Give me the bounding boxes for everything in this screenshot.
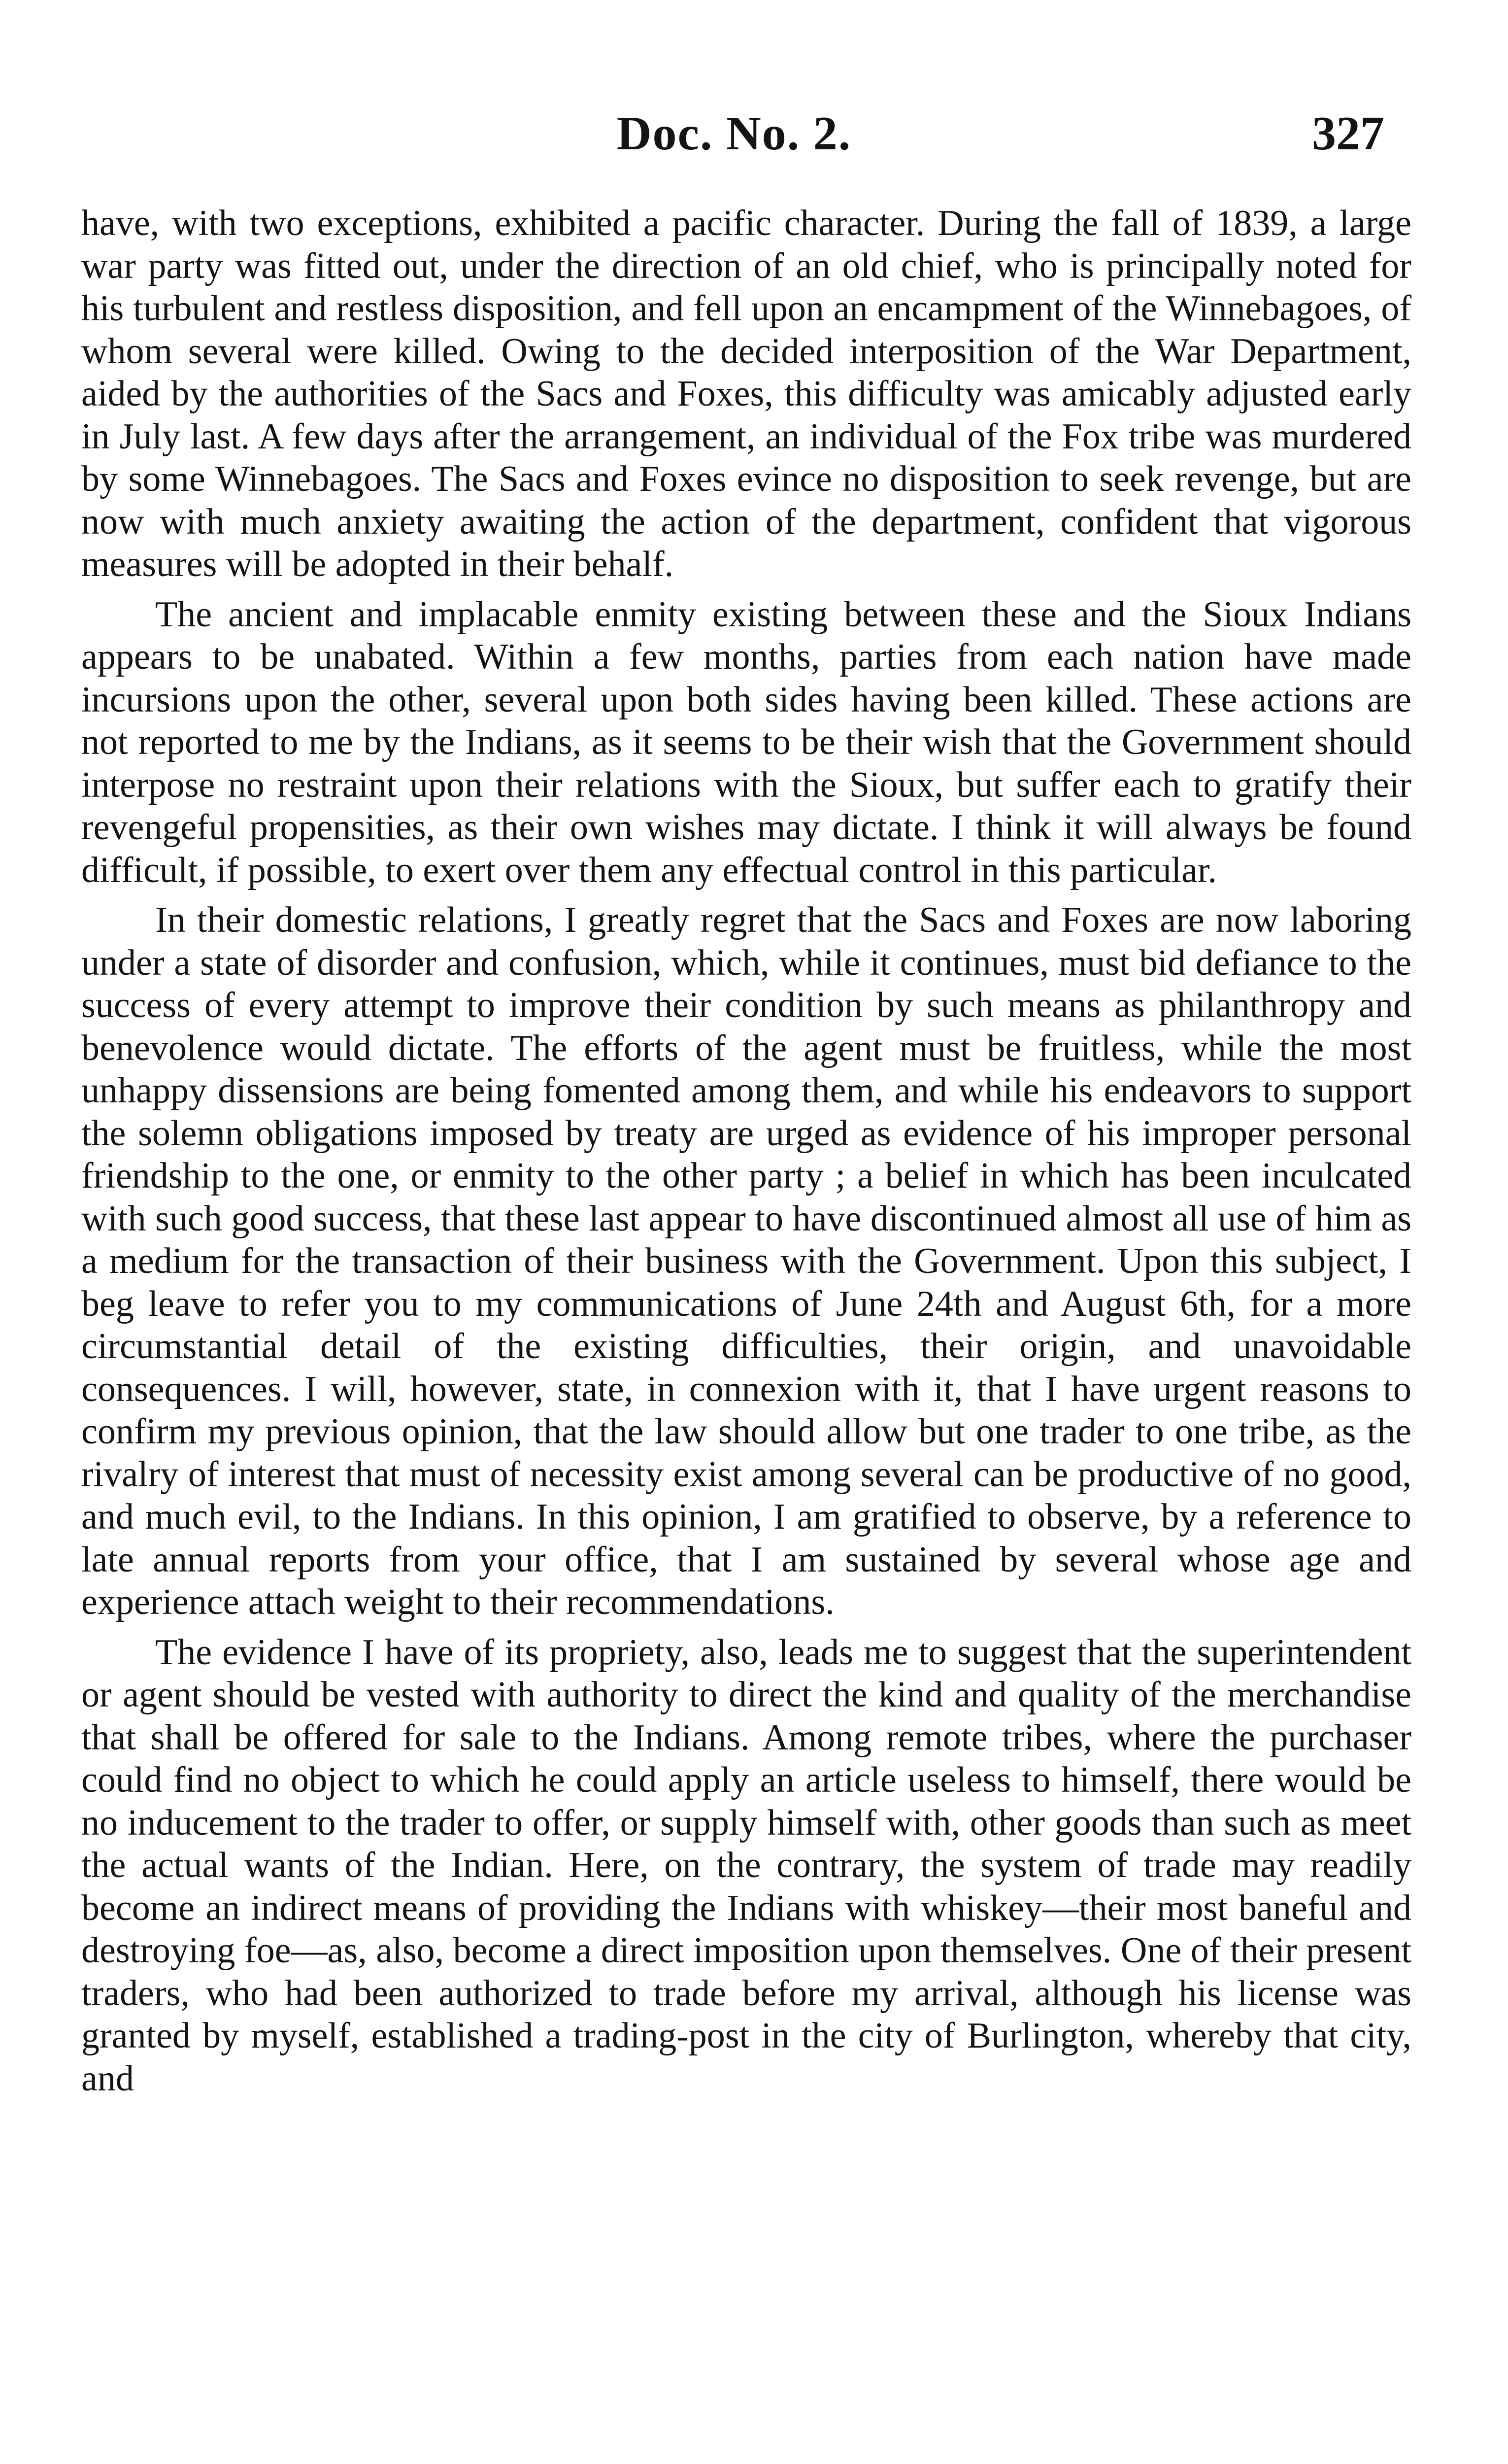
page-number: 327 — [1312, 107, 1384, 160]
paragraph-continuation: have, with two exceptions, exhibited a pacific character. During the fall of 1839, a large war party was fitted out, under the direction of an old chief, who is principally noted for his turbulent and restless disposition, and fell upon an encampment of the Winnebagoes, of whom several were killed. Owing to the decided interposition of the War Department, aided by the authorities of the Sacs and Foxes, this difficulty was amicably adjusted early in July last. A few days after the arrangement, an individual of the Fox tribe was murdered by some Winnebagoes. The Sacs and Foxes evince no disposition to seek revenge, but are now with much anxiety awaiting the action of the department, confident that vigorous measures will be adopted in their behalf. — [81, 203, 1411, 584]
paragraph-domestic-relations: In their domestic relations, I greatly regret that the Sacs and Foxes are now laboring under a state of disorder and confusion, which, while it continues, must bid defiance to the success of every attempt to improve their condition by such means as philanthropy and benevolence would dictate. The efforts of the agent must be fruitless, while the most unhappy dissensions are being fomented among them, and while his endeavors to support the solemn obligations imposed by treaty are urged as evidence of his improper personal friendship to the one, or enmity to the other party ; a belief in which has been inculcated with such good success, that these last appear to have discontinued almost all use of him as a medium for the transaction of their business with the Government. Upon this subject, I beg leave to refer you to my communications of June 24th and August 6th, for a more circumstantial detail of the existing difficulties, their origin, and unavoidable consequences. I will, however, state, in connexion with it, that I have urgent reasons to confirm my previous opinion, that the law should allow but one trader to one tribe, as the rivalry of interest that must of necessity exist among several can be productive of no good, and much evil, to the Indians. In this opinion, I am gratified to observe, by a reference to late annual reports from your office, that I am sustained by several whose age and experience attach weight to their recommendations. — [81, 900, 1411, 1622]
body-text — [81, 202, 1411, 2107]
document-title: Doc. No. 2. — [616, 107, 852, 160]
page-header — [84, 106, 1384, 160]
paragraph-sioux-enmity: The ancient and implacable enmity existing between these and the Sioux Indians appears to be unabated. Within a few months, parties from each nation have made incursions upon the other, several upon both sides having been killed. These actions are not reported to me by the Indians, as it seems to be their wish that the Government should interpose no restraint upon their relations with the Sioux, but suffer each to gratify their revengeful propensities, as their own wishes may dictate. I think it will always be found difficult, if possible, to exert over them any effectual control in this particular. — [81, 594, 1411, 890]
paragraph-merchandise-authority: The evidence I have of its propriety, also, leads me to suggest that the superintendent or agent should be vested with authority to direct the kind and quality of the merchandise that shall be offered for sale to the Indians. Among remote tribes, where the purchaser could find no object to which he could apply an article useless to himself, there would be no inducement to the trader to offer, or supply himself with, other goods than such as meet the actual wants of the Indian. Here, on the contrary, the system of trade may readily become an indirect means of providing the Indians with whiskey—their most baneful and destroying foe—as, also, become a direct imposition upon themselves. One of their present traders, who had been authorized to trade before my arrival, although his license was granted by myself, established a trading-post in the city of Burlington, whereby that city, and — [81, 1632, 1411, 2099]
